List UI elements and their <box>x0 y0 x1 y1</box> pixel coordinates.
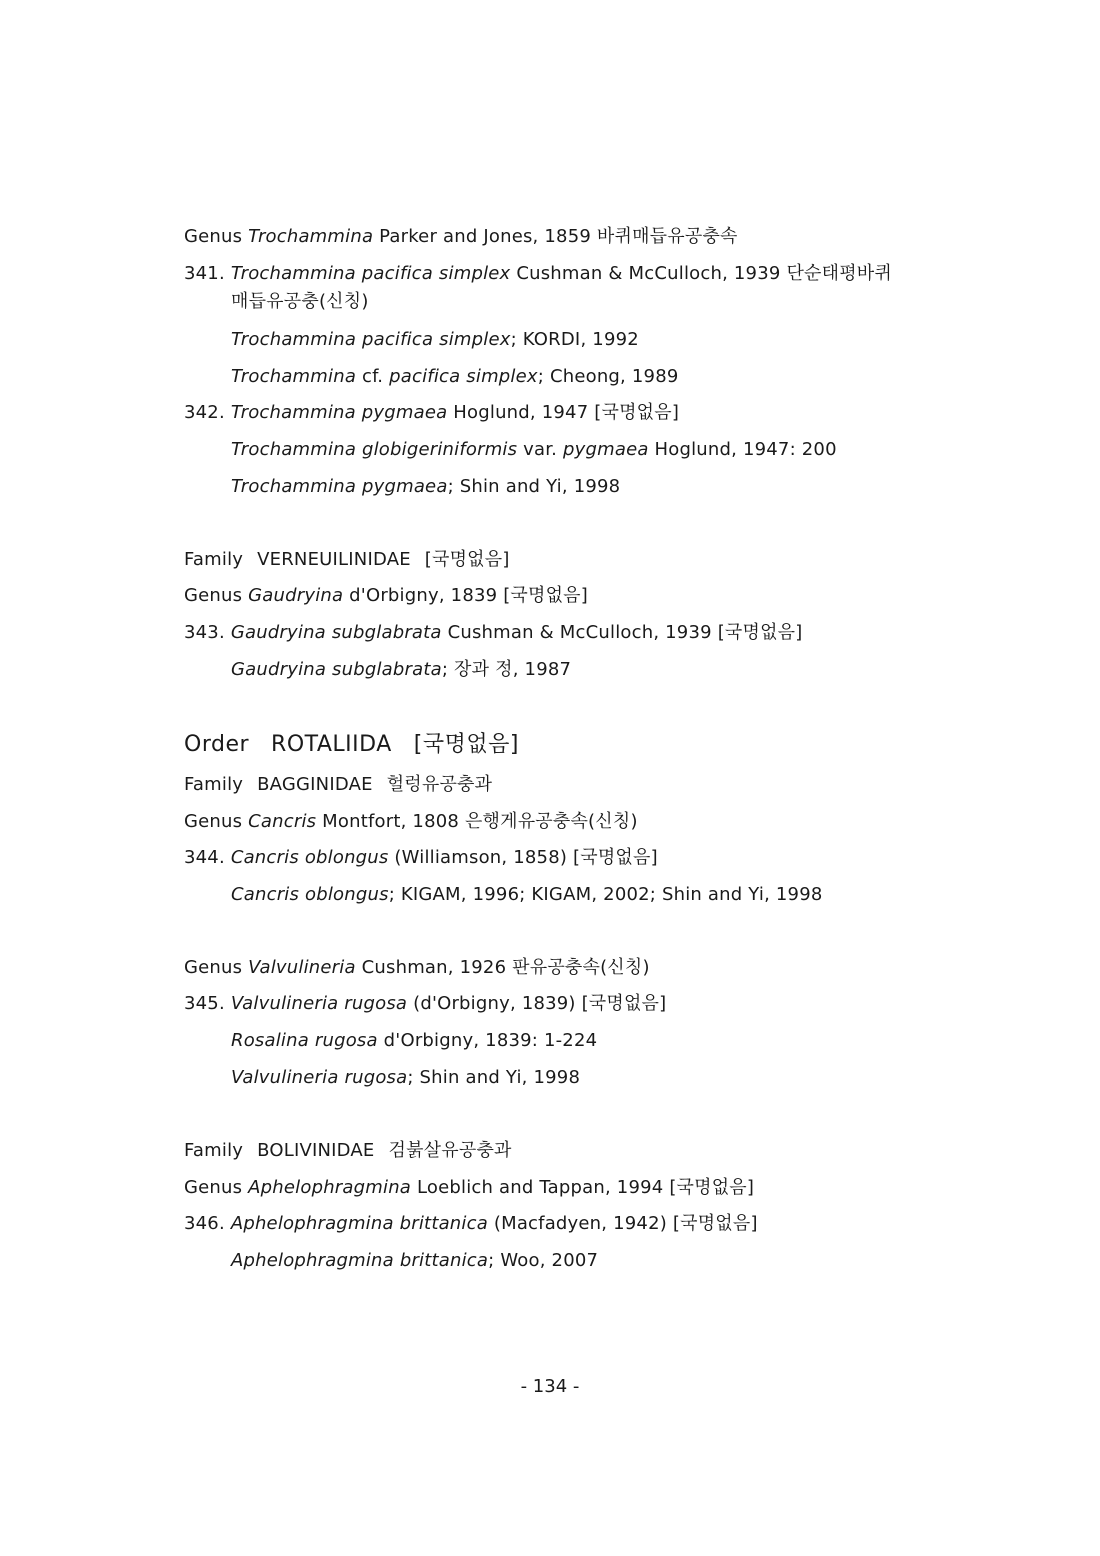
synonym-line: Trochammina cf. pacifica simplex; Cheong, 1989 <box>231 366 679 387</box>
species-344-entry: 344. Cancris oblongus (Williamson, 1858) [국명없음] <box>184 847 658 868</box>
genus-aphelophragmina-heading: Genus Aphelophragmina Loeblich and Tappan, 1994 [국명없음] <box>184 1177 755 1198</box>
family-bolivinidae-heading: Family BOLIVINIDAE 검붉살유공충과 <box>184 1140 512 1161</box>
genus-trochammina-heading: Genus Trochammina Parker and Jones, 1859 바퀴매듭유공충속 <box>184 226 738 247</box>
genus-cancris-heading: Genus Cancris Montfort, 1808 은행게유공충속(신칭) <box>184 811 638 832</box>
family-verneuilinidae-heading: Family VERNEUILINIDAE [국명없음] <box>184 549 510 570</box>
genus-valvulineria-heading: Genus Valvulineria Cushman, 1926 판유공충속(신칭) <box>184 957 650 978</box>
species-343-entry: 343. Gaudryina subglabrata Cushman & McCulloch, 1939 [국명없음] <box>184 622 803 643</box>
synonym-line: Aphelophragmina brittanica; Woo, 2007 <box>231 1250 599 1271</box>
species-341-entry: 341. Trochammina pacifica simplex Cushman & McCulloch, 1939 단순태평바퀴 <box>184 263 892 284</box>
synonym-line: Rosalina rugosa d'Orbigny, 1839: 1-224 <box>231 1030 598 1051</box>
synonym-line: Trochammina pacifica simplex; KORDI, 1992 <box>231 329 639 350</box>
synonym-line: Valvulineria rugosa; Shin and Yi, 1998 <box>231 1067 581 1088</box>
synonym-line: Trochammina pygmaea; Shin and Yi, 1998 <box>231 476 621 497</box>
order-rotaliida-heading: Order ROTALIIDA [국명없음] <box>184 732 519 757</box>
synonym-line: Gaudryina subglabrata; 장과 정, 1987 <box>231 659 572 680</box>
genus-gaudryina-heading: Genus Gaudryina d'Orbigny, 1839 [국명없음] <box>184 585 588 606</box>
page-number: - 134 - <box>520 1376 580 1397</box>
species-346-entry: 346. Aphelophragmina brittanica (Macfadyen, 1942) [국명없음] <box>184 1213 758 1234</box>
synonym-line: Cancris oblongus; KIGAM, 1996; KIGAM, 2002; Shin and Yi, 1998 <box>231 884 823 905</box>
species-342-entry: 342. Trochammina pygmaea Hoglund, 1947 [국명없음] <box>184 402 680 423</box>
species-341-entry-continued: 매듭유공충(신칭) <box>231 291 369 312</box>
family-bagginidae-heading: Family BAGGINIDAE 헐렁유공충과 <box>184 774 493 795</box>
synonym-line: Trochammina globigeriniformis var. pygmaea Hoglund, 1947: 200 <box>231 439 837 460</box>
species-345-entry: 345. Valvulineria rugosa (d'Orbigny, 1839) [국명없음] <box>184 993 667 1014</box>
